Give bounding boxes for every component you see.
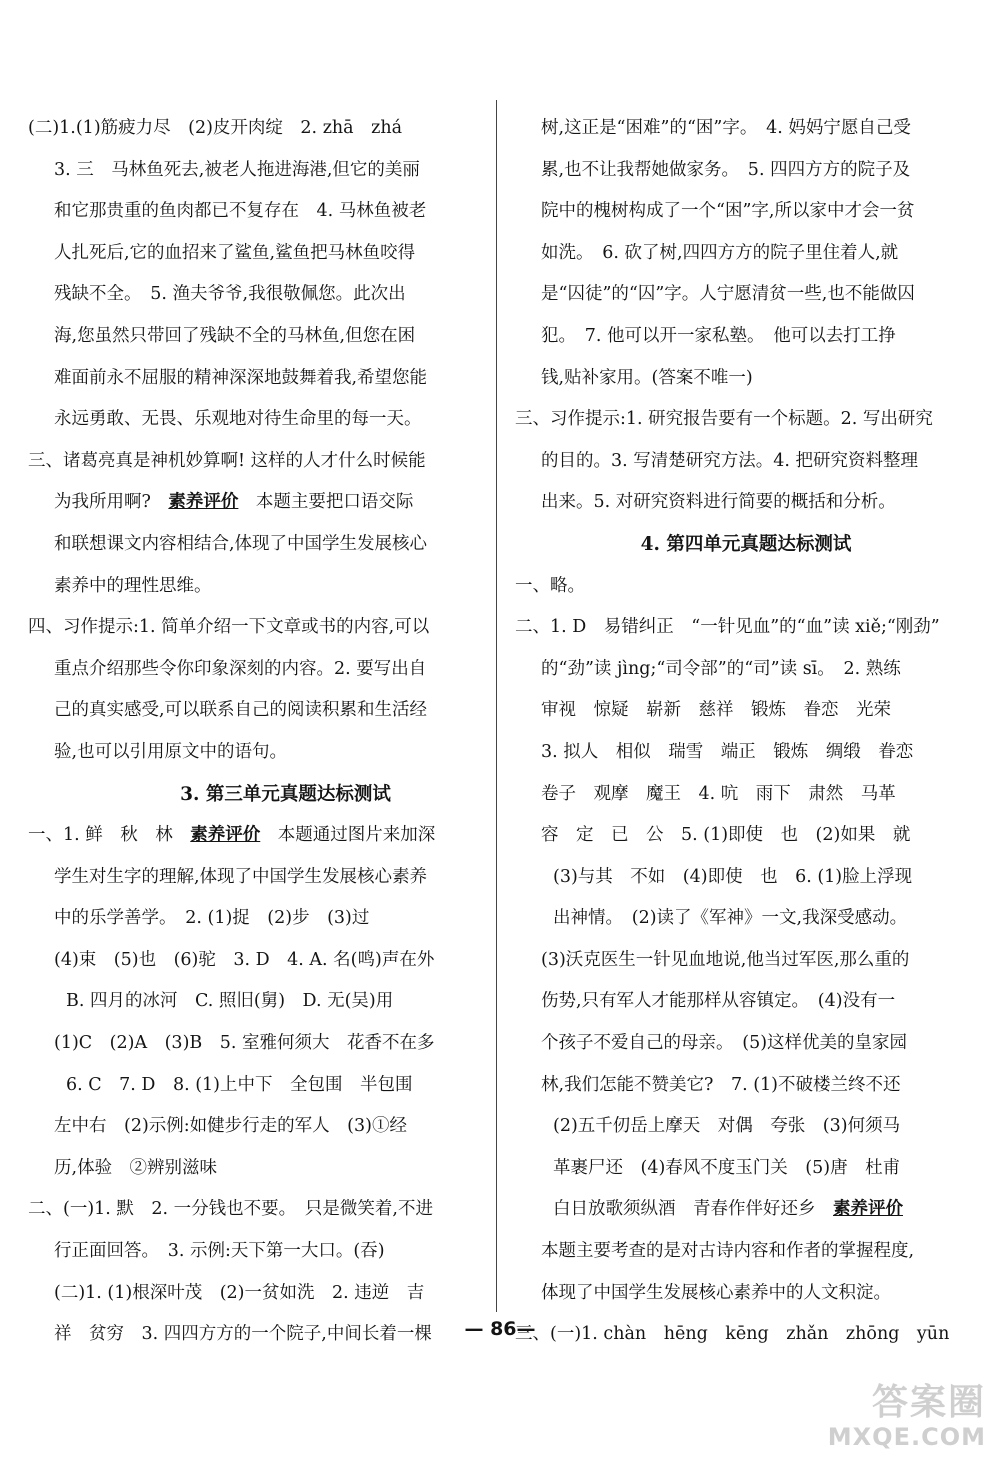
line-text: 素养中的理性思维。	[54, 575, 212, 596]
line-text: 的“劲”读 jìng;“司令部”的“司”读 sī。 2. 熟练	[541, 658, 901, 679]
line-text: 出神情。 (2)读了《军神》一文,我深受感动。	[553, 908, 908, 929]
text-line	[515, 441, 977, 483]
text-line	[515, 649, 977, 691]
line-text: 白日放歌须纵酒 青春作伴好还乡	[553, 1199, 833, 1220]
text-line	[515, 482, 977, 524]
text-line	[28, 981, 483, 1023]
text-line	[28, 1023, 483, 1065]
text-line	[515, 732, 977, 774]
text-line	[28, 482, 483, 524]
text-line	[515, 1189, 977, 1231]
text-line	[515, 316, 977, 358]
text-line	[515, 690, 977, 732]
text-line	[515, 774, 977, 816]
line-text: 审视 惊疑 崭新 慈祥 锻炼 眷恋 光荣	[541, 700, 891, 721]
line-text: 三、习作提示:1. 研究报告要有一个标题。2. 写出研究	[515, 409, 933, 430]
line-text: 左中右 (2)示例:如健步行走的军人 (3)①经	[54, 1116, 407, 1137]
text-line	[28, 940, 483, 982]
line-text: 己的真实感受,可以联系自己的阅读积累和生活经	[54, 700, 428, 721]
section-heading	[28, 774, 483, 816]
line-text: 海,您虽然只带回了残缺不全的马林鱼,但您在困	[54, 325, 416, 346]
line-text: (二)1. (1)根深叶茂 (2)一贫如洗 2. 违逆 吉	[54, 1282, 425, 1303]
line-text: (3)与其 不如 (4)即使 也 6. (1)脸上浮现	[553, 866, 913, 887]
line-text: (2)五千仞岳上摩天 对偶 夸张 (3)何须马	[553, 1116, 901, 1137]
text-line	[28, 1065, 483, 1107]
line-text: 树,这正是“困难”的“困”字。 4. 妈妈宁愿自己受	[541, 118, 911, 138]
line-text: 祥 贫穷 3. 四四方方的一个院子,中间长着一棵	[54, 1324, 432, 1345]
label-suyang-pingjia: 素养评价	[168, 492, 239, 513]
line-text: 伤势,只有军人才能那样从容镇定。 (4)没有一	[541, 991, 896, 1012]
watermark-text: 答案圈	[871, 1382, 986, 1423]
text-line	[515, 358, 977, 400]
line-text: 中的乐学善学。 2. (1)捉 (2)步 (3)过	[54, 908, 370, 929]
line-text: 行正面回答。 3. 示例:天下第一大口。(吞)	[54, 1241, 385, 1262]
line-text: 一、1. 鲜 秋 林	[28, 825, 191, 846]
line-text: 革裹尸还 (4)春风不度玉门关 (5)唐 杜甫	[553, 1157, 901, 1178]
page-number: — 86—	[464, 1318, 536, 1340]
text-line	[28, 524, 483, 566]
text-line	[28, 399, 483, 441]
text-line	[515, 1023, 977, 1065]
text-line	[28, 1189, 483, 1231]
text-line	[515, 274, 977, 316]
text-line	[515, 108, 977, 150]
line-text: 四、习作提示:1. 简单介绍一下文章或书的内容,可以	[28, 617, 430, 638]
line-text-tail: 本题主要把口语交际	[238, 492, 414, 513]
text-line	[515, 898, 977, 940]
text-line	[28, 566, 483, 608]
text-line	[28, 1273, 483, 1315]
line-text: 三、(一)1. chàn hēng kēng zhǎn zhōng yūn	[515, 1324, 950, 1345]
line-text: (4)束 (5)也 (6)驼 3. D 4. A. 名(鸣)声在外	[54, 949, 435, 970]
line-text: 体现了中国学生发展核心素养中的人文积淀。	[541, 1282, 891, 1303]
line-text: 为我所用啊?	[54, 492, 169, 513]
text-line	[515, 981, 977, 1023]
line-text: 林,我们怎能不赞美它? 7. (1)不破楼兰终不还	[541, 1074, 901, 1095]
line-text: 和联想课文内容相结合,体现了中国学生发展核心	[54, 533, 428, 554]
text-line	[28, 274, 483, 316]
text-line	[28, 441, 483, 483]
line-text: 学生对生字的理解,体现了中国学生发展核心素养	[54, 866, 428, 887]
line-text: 三、诸葛亮真是神机妙算啊! 这样的人才什么时候能	[28, 450, 426, 471]
text-line	[515, 1231, 977, 1273]
line-text: 永远勇敢、无畏、乐观地对待生命里的每一天。	[54, 409, 422, 430]
line-text: 3. 三 马林鱼死去,被老人拖进海港,但它的美丽	[54, 159, 420, 180]
line-text: 院中的槐树构成了一个“困”字,所以家中才会一贫	[541, 201, 915, 222]
line-text: 累,也不让我帮她做家务。 5. 四四方方的院子及	[541, 159, 911, 180]
line-text: B. 四月的冰河 C. 照旧(舅) D. 无(吴)用	[66, 991, 394, 1012]
line-text: 人扎死后,它的血招来了鲨鱼,鲨鱼把马林鱼咬得	[54, 242, 416, 263]
right-column	[515, 108, 977, 1356]
text-line	[28, 108, 483, 150]
text-line	[28, 1106, 483, 1148]
text-line	[28, 1231, 483, 1273]
text-line	[515, 1273, 977, 1315]
line-text: 二、(一)1. 默 2. 一分钱也不要。 只是微笑着,不进	[28, 1199, 433, 1220]
text-line	[515, 1065, 977, 1107]
text-line	[515, 607, 977, 649]
line-text: 历,体验 ②辨别滋味	[54, 1157, 218, 1178]
line-text: 难面前永不屈服的精神深深地鼓舞着我,希望您能	[54, 367, 428, 388]
label-suyang-pingjia: 素养评价	[833, 1199, 903, 1220]
left-column	[28, 108, 483, 1356]
line-text: (3)沃克医生一针见血地说,他当过军医,那么重的	[541, 949, 910, 970]
line-text: 本题主要考查的是对古诗内容和作者的掌握程度,	[541, 1241, 915, 1262]
line-text: 和它那贵重的鱼肉都已不复存在 4. 马林鱼被老	[54, 201, 427, 222]
text-line	[28, 898, 483, 940]
text-line	[515, 1106, 977, 1148]
text-line	[515, 857, 977, 899]
text-line	[515, 233, 977, 275]
text-line	[515, 940, 977, 982]
watermark-logo	[828, 1383, 986, 1451]
line-text: 一、略。	[515, 575, 585, 596]
text-line	[28, 649, 483, 691]
line-text: 钱,贴补家用。(答案不唯一)	[541, 367, 753, 388]
text-line	[28, 732, 483, 774]
line-text: 如洗。 6. 砍了树,四四方方的院子里住着人,就	[541, 242, 899, 263]
section-heading	[515, 524, 977, 566]
text-line	[515, 1148, 977, 1190]
text-line	[28, 150, 483, 192]
line-text: 4. 第四单元真题达标测试	[640, 533, 852, 555]
line-text: 个孩子不爱自己的母亲。 (5)这样优美的皇家园	[541, 1033, 908, 1054]
line-text: 的目的。3. 写清楚研究方法。4. 把研究资料整理	[541, 450, 919, 471]
line-text: 3. 拟人 相似 瑞雪 端正 锻炼 绸缎 眷恋	[541, 741, 914, 762]
line-text: 重点介绍那些令你印象深刻的内容。2. 要写出自	[54, 658, 427, 679]
line-text: 犯。 7. 他可以开一家私塾。 他可以去打工挣	[541, 325, 896, 346]
column-divider	[496, 100, 497, 1312]
line-text: 6. C 7. D 8. (1)上中下 全包围 半包围	[66, 1074, 413, 1095]
line-text: 容 定 已 公 5. (1)即使 也 (2)如果 就	[541, 825, 911, 846]
text-line	[28, 815, 483, 857]
text-line	[515, 815, 977, 857]
line-text: 二、1. D 易错纠正 “一针见血”的“血”读 xiě;“刚劲”	[515, 617, 940, 638]
text-line	[515, 566, 977, 608]
text-line	[515, 150, 977, 192]
line-text: 出来。5. 对研究资料进行简要的概括和分析。	[541, 492, 896, 513]
watermark-url: MXQE.COM	[827, 1423, 986, 1451]
text-line	[28, 233, 483, 275]
line-text-tail: 本题通过图片来加深	[260, 825, 436, 846]
text-line	[28, 1148, 483, 1190]
text-line	[28, 358, 483, 400]
text-line	[28, 607, 483, 649]
text-line	[515, 399, 977, 441]
text-line	[28, 191, 483, 233]
line-text: 残缺不全。 5. 渔夫爷爷,我很敬佩您。此次出	[54, 284, 406, 305]
line-text: 是“囚徒”的“囚”字。人宁愿清贫一些,也不能做囚	[541, 284, 915, 305]
line-text: 卷子 观摩 魔王 4. 吭 雨下 肃然 马革	[541, 783, 896, 804]
line-text: 验,也可以引用原文中的语句。	[54, 741, 288, 762]
text-line	[28, 690, 483, 732]
text-line	[28, 316, 483, 358]
text-line	[28, 857, 483, 899]
line-text: 3. 第三单元真题达标测试	[180, 783, 391, 805]
line-text: (1)C (2)A (3)B 5. 室雅何须大 花香不在多	[54, 1033, 435, 1054]
text-line	[515, 191, 977, 233]
line-text: (二)1.(1)筋疲力尽 (2)皮开肉绽 2. zhā zhá	[28, 118, 403, 138]
label-suyang-pingjia: 素养评价	[190, 825, 261, 846]
